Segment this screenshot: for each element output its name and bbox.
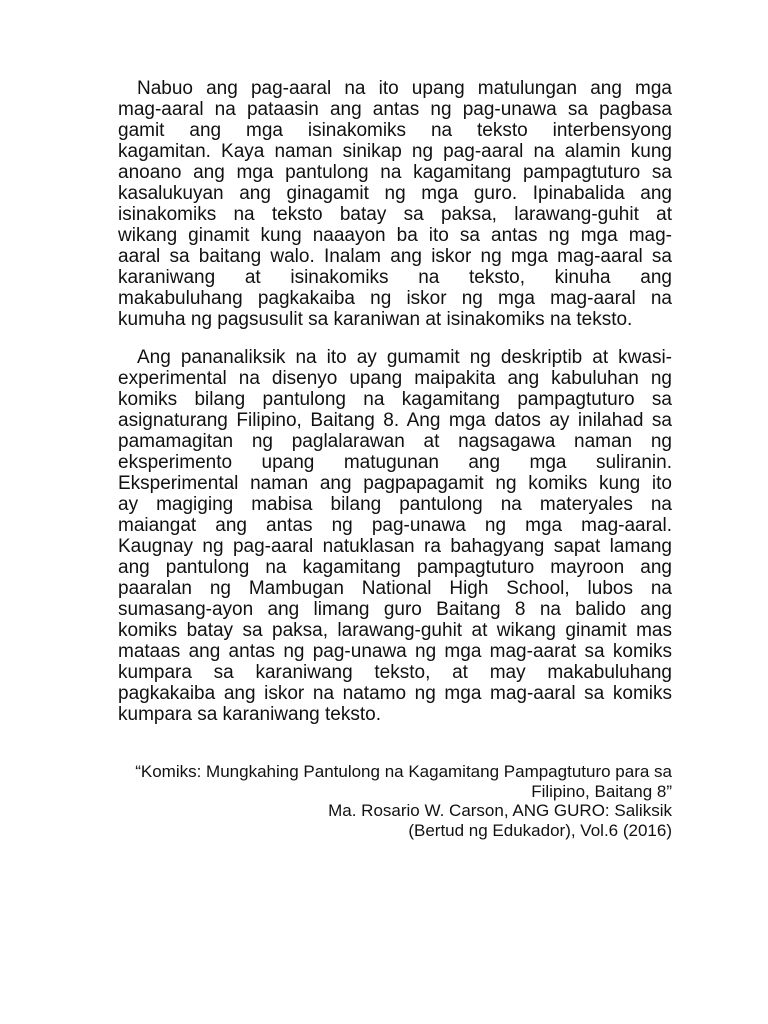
paragraph-line: komiks bilang pantulong na kagamitang pampagtuturo sa: [118, 388, 672, 410]
paragraph-line: kagamitan. Kaya naman sinikap ng pag-aaral na alamin kung: [118, 141, 672, 162]
paragraph-line: ay magiging mabisa bilang pantulong na materyales na: [118, 493, 672, 515]
paragraph-line: pagkakaiba ang iskor na natamo ng mga mag-aaral sa komiks: [118, 682, 672, 704]
paragraph-line: kumpara sa karaniwang teksto, at may makabuluhang: [118, 661, 672, 683]
paragraph-1: [118, 78, 672, 330]
paragraph-line: kumuha ng pagsusulit sa karaniwan at isinakomiks na teksto.: [118, 309, 633, 330]
paragraph-line: mataas ang antas ng pag-unawa ng mga mag-aarat sa komiks: [118, 640, 672, 662]
citation-source-line: (Bertud ng Edukador), Vol.6 (2016): [408, 820, 672, 840]
paragraph-line: eksperimento upang matugunan ang mga suliranin.: [118, 451, 672, 473]
paragraph-line: makabuluhang pagkakaiba ng iskor ng mga mag-aaral na: [118, 288, 672, 309]
paragraph-line: kasalukuyan ang ginagamit ng mga guro. Ipinabalida ang: [118, 183, 672, 204]
paragraph-line: Nabuo ang pag-aaral na ito upang matulungan ang mga: [137, 78, 672, 99]
paragraph-line: anoano ang mga pantulong na kagamitang pampagtuturo sa: [118, 162, 672, 183]
paragraph-line: mag-aaral na pataasin ang antas ng pag-unawa sa pagbasa: [118, 99, 672, 120]
citation-block: [96, 762, 672, 840]
paragraph-line: paaralan ng Mambugan National High School, lubos na: [118, 577, 672, 599]
paragraph-line: Kaugnay ng pag-aaral natuklasan ra bahagyang sapat lamang: [118, 535, 672, 557]
paragraph-line: experimental na disenyo upang maipakita ang kabuluhan ng: [118, 367, 672, 389]
paragraph-line: Eksperimental naman ang pagpapagamit ng komiks kung ito: [118, 472, 672, 494]
paragraph-line: kumpara sa karaniwang teksto.: [118, 703, 381, 725]
paragraph-line: karaniwang at isinakomiks na teksto, kinuha ang: [118, 267, 672, 288]
paragraph-line: isinakomiks na teksto batay sa paksa, larawang-guhit at: [118, 204, 672, 225]
paragraph-line: ang pantulong na kagamitang pampagtuturo mayroon ang: [118, 556, 672, 578]
paragraph-line: sumasang-ayon ang limang guro Baitang 8 na balido ang: [118, 598, 672, 620]
paragraph-line: gamit ang mga isinakomiks na teksto interbensyong: [118, 120, 672, 141]
paragraph-line: aaral sa baitang walo. Inalam ang iskor ng mga mag-aaral sa: [118, 246, 672, 267]
citation-title-line: Filipino, Baitang 8”: [531, 781, 672, 801]
paragraph-line: komiks batay sa paksa, larawang-guhit at wikang ginamit mas: [118, 619, 672, 641]
citation-title-line: “Komiks: Mungkahing Pantulong na Kagamitang Pampagtuturo para sa: [135, 762, 672, 781]
citation-author-line: Ma. Rosario W. Carson, ANG GURO: Saliksik: [328, 801, 672, 820]
paragraph-line: asignaturang Filipino, Baitang 8. Ang mga datos ay inilahad sa: [118, 409, 672, 431]
paragraph-line: maiangat ang antas ng pag-unawa ng mga mag-aaral.: [118, 514, 672, 536]
paragraph-2: [118, 347, 672, 725]
paragraph-line: pamamagitan ng paglalarawan at nagsagawa naman ng: [118, 430, 672, 452]
paragraph-line: wikang ginamit kung naaayon ba ito sa antas ng mga mag-: [118, 225, 672, 246]
body-text: [118, 78, 672, 725]
paragraph-line: Ang pananaliksik na ito ay gumamit ng deskriptib at kwasi-: [137, 346, 672, 368]
